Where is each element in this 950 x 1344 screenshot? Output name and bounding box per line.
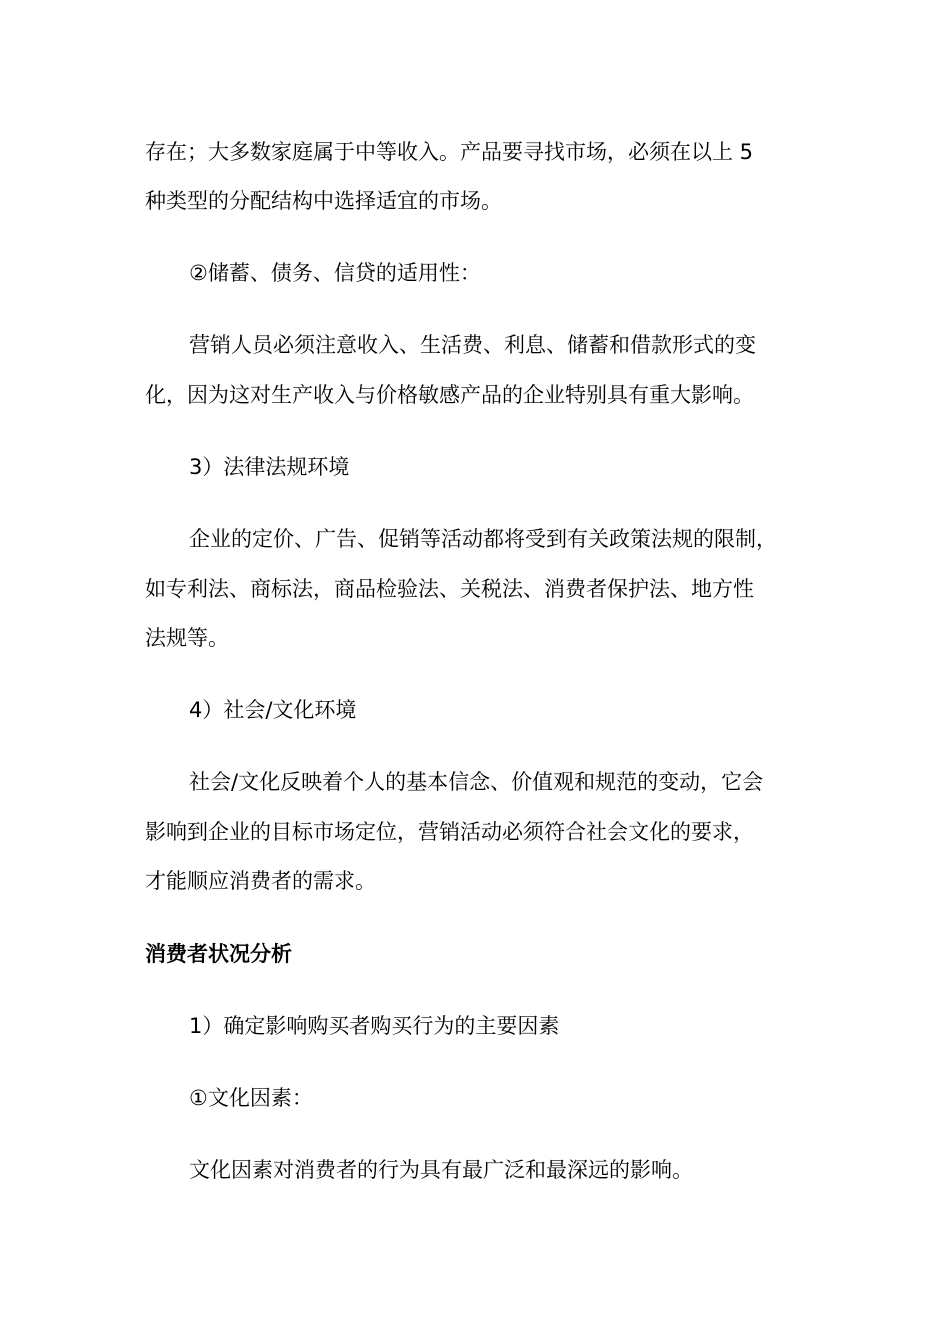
paragraph-line: 文化因素对消费者的行为具有最广泛和最深远的影响。 — [189, 1158, 693, 1182]
paragraph-line: 企业的定价、广告、促销等活动都将受到有关政策法规的限制， — [189, 527, 777, 551]
paragraph-line: 化，因为这对生产收入与价格敏感产品的企业特别具有重大影响。 — [145, 383, 754, 407]
paragraph-line: 法规等。 — [145, 626, 229, 650]
subheading-line: ②储蓄、债务、信贷的适用性： — [189, 261, 481, 285]
section-heading: 4）社会/文化环境 — [189, 698, 357, 722]
paragraph-line: 如专利法、商标法，商品检验法、关税法、消费者保护法、地方性 — [145, 577, 754, 601]
section-heading: 3）法律法规环境 — [189, 455, 350, 479]
paragraph-line: 社会/文化反映着个人的基本信念、价值观和规范的变动，它会 — [189, 770, 764, 794]
paragraph-line: 才能顺应消费者的需求。 — [145, 869, 376, 893]
paragraph-line: 存在；大多数家庭属于中等收入。产品要寻找市场，必须在以上 5 — [145, 140, 754, 164]
section-heading: 1）确定影响购买者购买行为的主要因素 — [189, 1014, 560, 1038]
main-heading: 消费者状况分析 — [145, 942, 292, 966]
paragraph-line: 种类型的分配结构中选择适宜的市场。 — [145, 189, 502, 213]
subheading-line: ①文化因素： — [189, 1086, 313, 1110]
paragraph-line: 影响到企业的目标市场定位，营销活动必须符合社会文化的要求， — [145, 820, 754, 844]
paragraph-line: 营销人员必须注意收入、生活费、利息、储蓄和借款形式的变 — [189, 333, 756, 357]
